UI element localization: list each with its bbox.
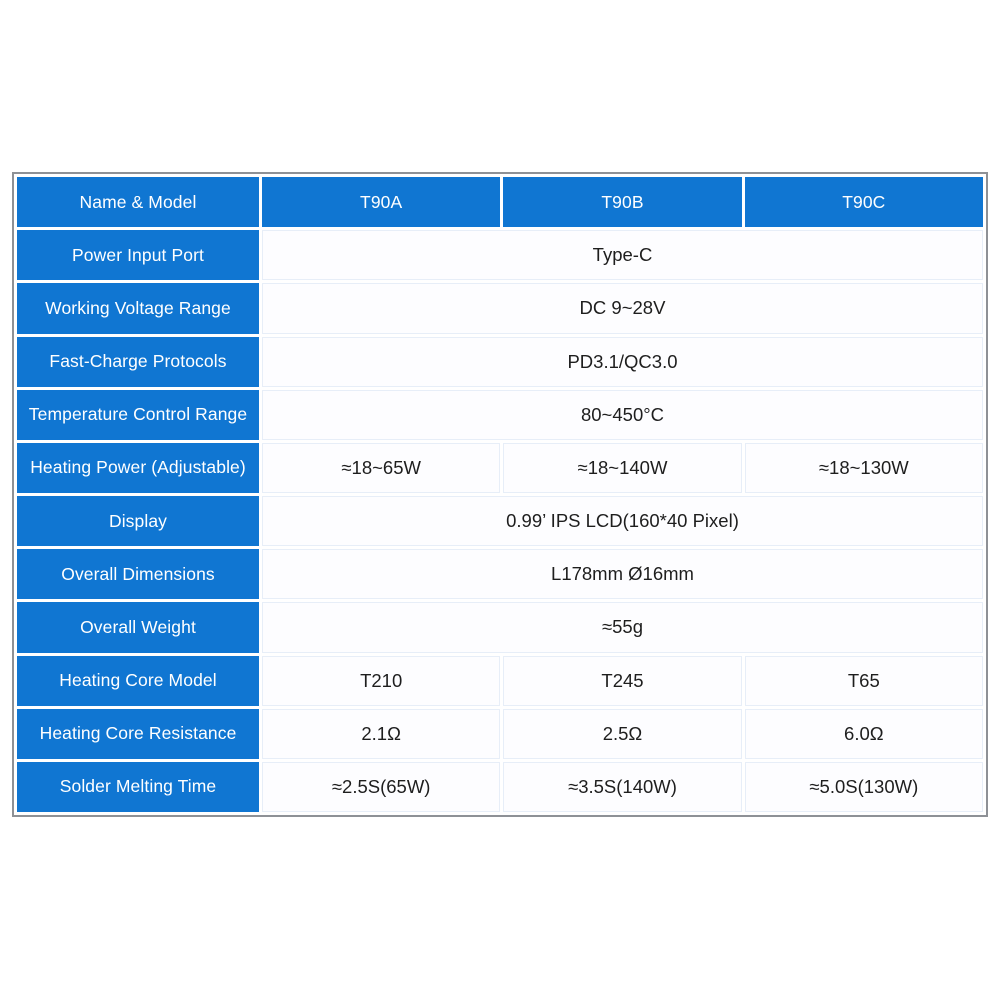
row-value-heating-core-model-t90b: T245	[503, 656, 741, 706]
table-row	[17, 762, 983, 812]
row-value-heating-power-t90c: ≈18~130W	[745, 443, 983, 493]
row-value-heating-power-t90a: ≈18~65W	[262, 443, 500, 493]
row-value-heating-core-model-t90c: T65	[745, 656, 983, 706]
row-value-heating-core-resistance-t90b: 2.5Ω	[503, 709, 741, 759]
table-row	[17, 496, 983, 546]
header-name-model: Name & Model	[17, 177, 259, 227]
table-row	[17, 602, 983, 652]
row-label-temperature-control-range: Temperature Control Range	[17, 390, 259, 440]
row-label-fast-charge-protocols: Fast-Charge Protocols	[17, 337, 259, 387]
table-row	[17, 709, 983, 759]
row-value-overall-dimensions: L178mm Ø16mm	[262, 549, 983, 599]
table-row	[17, 337, 983, 387]
row-value-solder-melting-time-t90b: ≈3.5S(140W)	[503, 762, 741, 812]
table-row	[17, 283, 983, 333]
table-row	[17, 390, 983, 440]
header-model-t90b: T90B	[503, 177, 741, 227]
row-value-heating-power-t90b: ≈18~140W	[503, 443, 741, 493]
row-value-overall-weight: ≈55g	[262, 602, 983, 652]
row-value-heating-core-resistance-t90a: 2.1Ω	[262, 709, 500, 759]
spec-table	[12, 172, 988, 817]
table-row	[17, 443, 983, 493]
row-label-working-voltage-range: Working Voltage Range	[17, 283, 259, 333]
row-label-heating-core-resistance: Heating Core Resistance	[17, 709, 259, 759]
row-value-heating-core-model-t90a: T210	[262, 656, 500, 706]
table-header-row	[17, 177, 983, 227]
table-row	[17, 656, 983, 706]
row-value-solder-melting-time-t90a: ≈2.5S(65W)	[262, 762, 500, 812]
row-value-power-input-port: Type-C	[262, 230, 983, 280]
row-label-solder-melting-time: Solder Melting Time	[17, 762, 259, 812]
table-row	[17, 549, 983, 599]
row-label-heating-power: Heating Power (Adjustable)	[17, 443, 259, 493]
header-model-t90c: T90C	[745, 177, 983, 227]
row-value-heating-core-resistance-t90c: 6.0Ω	[745, 709, 983, 759]
header-model-t90a: T90A	[262, 177, 500, 227]
row-label-overall-dimensions: Overall Dimensions	[17, 549, 259, 599]
row-value-working-voltage-range: DC 9~28V	[262, 283, 983, 333]
row-label-power-input-port: Power Input Port	[17, 230, 259, 280]
row-label-heating-core-model: Heating Core Model	[17, 656, 259, 706]
row-value-fast-charge-protocols: PD3.1/QC3.0	[262, 337, 983, 387]
row-label-overall-weight: Overall Weight	[17, 602, 259, 652]
row-label-display: Display	[17, 496, 259, 546]
row-value-display: 0.99’ IPS LCD(160*40 Pixel)	[262, 496, 983, 546]
row-value-solder-melting-time-t90c: ≈5.0S(130W)	[745, 762, 983, 812]
table-row	[17, 230, 983, 280]
row-value-temperature-control-range: 80~450°C	[262, 390, 983, 440]
